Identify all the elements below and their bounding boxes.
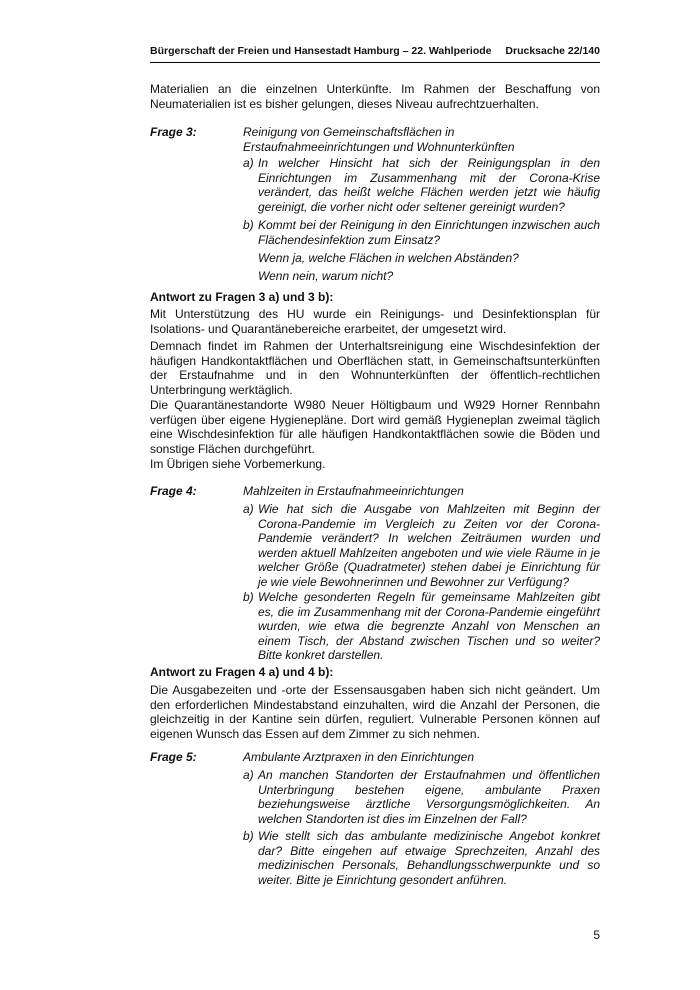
frage-3b-extra-2: Wenn nein, warum nicht?	[258, 269, 394, 283]
frage-4b-letter: b)	[243, 590, 254, 604]
header-title: Bürgerschaft der Freien und Hansestadt Hamburg – 22. Wahlperiode	[150, 45, 492, 57]
frage-5a-text: An manchen Standorten der Erstaufnahmen und öffentlichen Unterbringung bestehen eigene, ambulante Praxen beziehungsweise ärztliche Versorgungsmöglichkeiten. An welchen Standorten ist dies im Einzelnen der Fall?	[258, 768, 600, 826]
antwort-4-title: Antwort zu Fragen 4 a) und 4 b):	[150, 665, 334, 679]
antwort-3-paragraph-2: Demnach findet im Rahmen der Unterhaltsreinigung eine Wischdesinfektion der häufigen Handkontaktflächen und Oberflächen statt, in Gemeinschaftsunterkünften der Erstaufnahme und in den Wohnunterkünften der öffentlich-rechtlichen Unterbringung werktäglich.	[150, 339, 600, 397]
frage-4-title: Mahlzeiten in Erstaufnahmeeinrichtungen	[243, 484, 464, 498]
frage-4a	[243, 502, 600, 590]
frage-3-label: Frage 3:	[150, 125, 197, 139]
antwort-3-title: Antwort zu Fragen 3 a) und 3 b):	[150, 290, 334, 304]
frage-3b-letter: b)	[243, 218, 254, 232]
frage-3b-extra-1: Wenn ja, welche Flächen in welchen Abständen?	[258, 251, 519, 265]
frage-3b-text: Kommt bei der Reinigung in den Einrichtungen inzwischen auch Flächendesinfektion zum Einsatz?	[258, 218, 600, 247]
frage-5a-letter: a)	[243, 768, 254, 782]
antwort-3-paragraph-4: Im Übrigen siehe Vorbemerkung.	[150, 457, 326, 471]
frage-5-title: Ambulante Arztpraxen in den Einrichtungen	[243, 750, 475, 764]
frage-3a-text: In welcher Hinsicht hat sich der Reinigungsplan in den Einrichtungen im Zusammenhang mit der Corona-Krise verändert, das heißt welche Flächen werden jetzt wie häufig gereinigt, die vorher nicht oder seltener gereinigt wurden?	[258, 156, 600, 214]
frage-3-title: Reinigung von Gemeinschaftsflächen in Erstaufnahmeeinrichtungen und Wohnunterkünften	[243, 125, 515, 154]
frage-4b	[243, 590, 600, 663]
intro-paragraph: Materialien an die einzelnen Unterkünfte. Im Rahmen der Beschaffung von Neumaterialien ist es bisher gelungen, dieses Niveau aufrechtzuerhalten.	[150, 82, 600, 111]
frage-5a	[243, 768, 600, 826]
frage-4b-text: Welche gesonderten Regeln für gemeinsame Mahlzeiten gibt es, die im Zusammenhang mit der Corona-Pandemie eingeführt wurden, wie etwa die begrenzte Anzahl von Menschen an einem Tisch, der Abstand zwischen Tischen und so weiter? Bitte konkret darstellen.	[258, 590, 600, 663]
frage-5-label: Frage 5:	[150, 750, 197, 764]
frage-5b-letter: b)	[243, 829, 254, 843]
frage-3a	[243, 156, 600, 214]
frage-5b-text: Wie stellt sich das ambulante medizinische Angebot konkret dar? Bitte eingehen auf etwaige Sprechzeiten, Anzahl des medizinischen Personals, Behandlungsschwerpunkte und so weiter. Bitte je Einrichtung gesondert anführen.	[258, 829, 600, 887]
frage-4-label: Frage 4:	[150, 484, 197, 498]
page-number: 5	[593, 928, 600, 942]
antwort-3-paragraph-3: Die Quarantänestandorte W980 Neuer Höltigbaum und W929 Horner Rennbahn verfügen über eigene Hygienepläne. Dort wird gemäß Hygieneplan zweimal täglich eine Wischdesinfektion für alle häufigen Handkontaktflächen sowie die Böden und sonstige Flächen durchgeführt.	[150, 398, 600, 456]
frage-3a-letter: a)	[243, 156, 254, 170]
frage-5b	[243, 829, 600, 887]
page-header	[150, 42, 600, 63]
frage-3b	[243, 218, 600, 247]
frage-4a-letter: a)	[243, 502, 254, 516]
document-number: Drucksache 22/140	[505, 45, 600, 57]
antwort-3-paragraph-1: Mit Unterstützung des HU wurde ein Reinigungs- und Desinfektionsplan für Isolations- und Quarantänebereiche erarbeitet, der umgesetzt wird.	[150, 307, 600, 336]
antwort-4-paragraph-1: Die Ausgabezeiten und -orte der Essensausgaben haben sich nicht geändert. Um den erforderlichen Mindestabstand einzuhalten, wird die Anzahl der Personen, die gleichzeitig in der Kantine sein dürfen, reguliert. Vulnerable Personen können auf eigenen Wunsch das Essen auf dem Zimmer zu sich nehmen.	[150, 683, 600, 741]
frage-4a-text: Wie hat sich die Ausgabe von Mahlzeiten mit Beginn der Corona-Pandemie im Vergleich zu Zeiten vor der Corona-Pandemie verändert? In welchen Zeiträumen wurden und werden aktuell Mahlzeiten angeboten und wie viele Räume in je welcher Größe (Quadratmeter) stehen dabei je Einrichtung für je wie viele Bewohnerinnen und Bewohner zur Verfügung?	[258, 502, 600, 589]
